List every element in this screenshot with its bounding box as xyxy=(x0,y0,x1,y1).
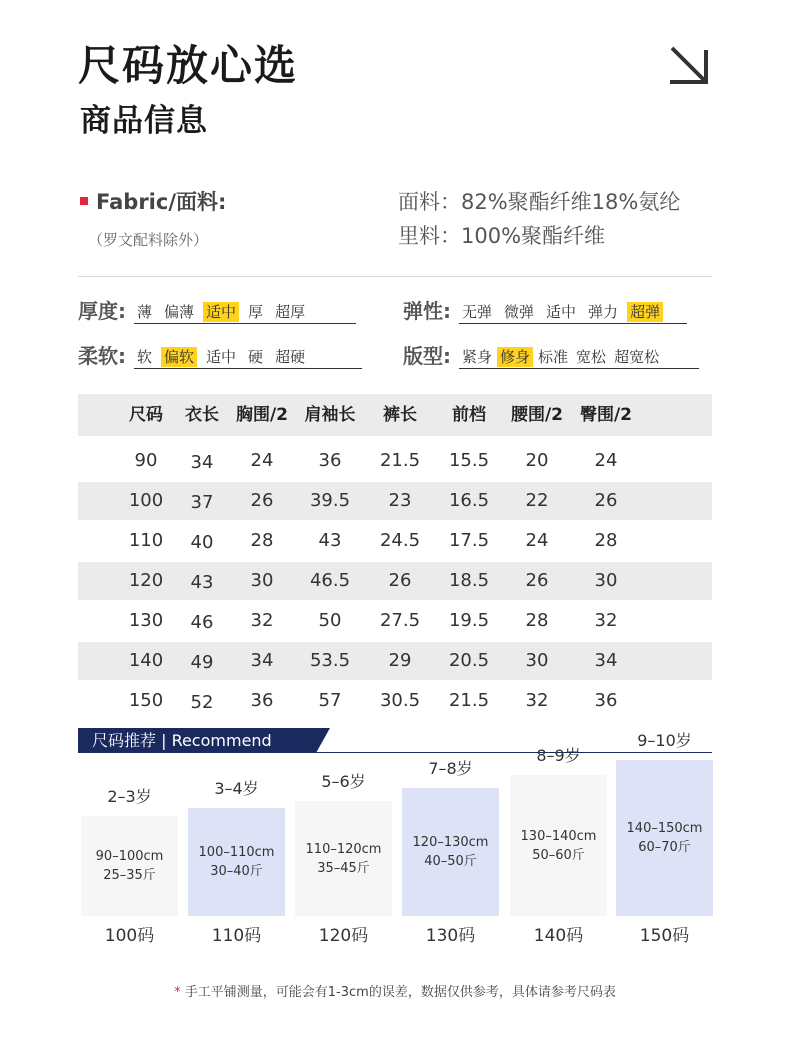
fabric-outer-material: 面料：82%聚酯纤维18%氨纶 xyxy=(398,190,681,214)
table-cell: 32 xyxy=(525,690,549,711)
table-cell: 43 xyxy=(318,530,342,551)
table-row xyxy=(78,562,712,600)
table-cell: 100 xyxy=(128,490,164,511)
attribute-label: 柔软: xyxy=(78,344,126,368)
recommend-size: 120码 xyxy=(318,926,369,946)
table-cell: 27.5 xyxy=(379,610,421,631)
attribute-label: 版型: xyxy=(403,344,451,368)
table-row xyxy=(78,682,712,720)
recommend-height: 120–130cm xyxy=(412,835,489,850)
table-cell: 24 xyxy=(250,450,274,471)
recommend-weight: 60–70斤 xyxy=(638,840,691,855)
table-cell: 36 xyxy=(318,450,342,471)
bullet-marker xyxy=(80,197,88,205)
attribute-option: 标准 xyxy=(538,348,569,366)
table-header-cell: 前档 xyxy=(452,405,486,425)
attribute-option: 适中 xyxy=(546,303,577,321)
table-cell: 30 xyxy=(594,570,618,591)
table-cell: 52 xyxy=(190,692,214,713)
recommend-age: 2–3岁 xyxy=(107,787,152,806)
fabric-note: （罗文配料除外） xyxy=(88,231,209,249)
table-row xyxy=(78,482,712,520)
recommend-card xyxy=(402,788,499,916)
footnote-star: * xyxy=(174,985,181,1000)
recommend-weight: 30–40斤 xyxy=(210,864,263,879)
table-header-cell: 尺码 xyxy=(129,405,163,425)
table-cell: 140 xyxy=(128,650,164,671)
attribute-options xyxy=(134,302,356,324)
table-cell: 50 xyxy=(318,610,342,631)
table-cell: 32 xyxy=(250,610,274,631)
table-cell: 29 xyxy=(388,650,412,671)
table-cell: 16.5 xyxy=(448,490,490,511)
table-cell: 90 xyxy=(134,450,158,471)
recommend-size: 110码 xyxy=(211,926,262,946)
table-cell: 28 xyxy=(594,530,618,551)
table-cell: 46 xyxy=(190,612,214,633)
table-cell: 23 xyxy=(388,490,412,511)
table-cell: 30 xyxy=(525,650,549,671)
table-cell: 26 xyxy=(250,490,274,511)
recommend-age: 9–10岁 xyxy=(637,731,692,750)
arrow-down-right-icon xyxy=(668,44,712,88)
table-cell: 26 xyxy=(594,490,618,511)
recommend-age: 5–6岁 xyxy=(321,772,366,791)
attribute-option: 紧身 xyxy=(462,348,493,366)
attribute-option-selected: 适中 xyxy=(203,302,239,322)
recommend-height: 140–150cm xyxy=(626,821,703,836)
table-cell: 24 xyxy=(525,530,549,551)
recommend-weight: 25–35斤 xyxy=(103,868,156,883)
table-cell: 36 xyxy=(250,690,274,711)
attribute-option: 超硬 xyxy=(275,348,306,366)
table-cell: 110 xyxy=(128,530,164,551)
table-cell: 15.5 xyxy=(448,450,490,471)
recommend-height: 110–120cm xyxy=(305,841,382,857)
table-cell: 57 xyxy=(318,690,342,711)
table-cell: 21.5 xyxy=(379,450,421,471)
recommend-weight: 50–60斤 xyxy=(532,847,585,863)
size-table-header xyxy=(78,394,712,436)
attribute-option: 偏薄 xyxy=(164,303,195,321)
table-row xyxy=(78,442,712,480)
table-cell: 20.5 xyxy=(448,650,490,671)
table-cell: 53.5 xyxy=(309,650,351,671)
footnote xyxy=(0,983,790,1003)
fabric-inner-material: 里料：100%聚酯纤维 xyxy=(398,224,606,248)
table-header-cell: 衣长 xyxy=(185,405,219,425)
table-header-cell: 胸围/2 xyxy=(235,405,289,425)
recommend-age: 8–9岁 xyxy=(536,746,581,765)
recommend-size: 140码 xyxy=(533,926,584,946)
attribute-option: 无弹 xyxy=(462,303,493,321)
table-cell: 20 xyxy=(525,450,549,471)
attribute-option: 厚 xyxy=(248,303,264,321)
recommend-card xyxy=(81,816,178,916)
recommend-size: 130码 xyxy=(425,926,476,946)
attribute-softness xyxy=(78,343,362,369)
recommend-weight: 40–50斤 xyxy=(424,854,477,869)
attribute-options xyxy=(459,302,687,324)
table-cell: 24.5 xyxy=(379,530,421,551)
section-title: 商品信息 xyxy=(80,103,208,139)
table-cell: 26 xyxy=(388,570,412,591)
recommend-height: 90–100cm xyxy=(95,849,164,864)
table-cell: 39.5 xyxy=(309,490,351,511)
attribute-label: 厚度: xyxy=(78,299,126,323)
table-cell: 28 xyxy=(250,530,274,551)
table-cell: 49 xyxy=(190,652,214,673)
attribute-options xyxy=(459,347,699,369)
attribute-label: 弹性: xyxy=(403,299,451,323)
recommend-card xyxy=(295,801,392,916)
attribute-option: 微弹 xyxy=(504,303,535,321)
fabric-label: Fabric/面料: xyxy=(96,190,227,214)
attribute-elasticity xyxy=(403,298,687,324)
table-cell: 120 xyxy=(128,570,164,591)
recommend-card xyxy=(510,775,607,916)
page-title: 尺码放心选 xyxy=(78,41,299,90)
table-row xyxy=(78,522,712,560)
table-cell: 22 xyxy=(525,490,549,511)
attribute-fit xyxy=(403,343,699,369)
attribute-thickness xyxy=(78,298,356,324)
table-row xyxy=(78,642,712,680)
table-header-cell: 裤长 xyxy=(383,405,417,425)
table-cell: 17.5 xyxy=(448,530,490,551)
divider xyxy=(78,276,712,277)
table-cell: 26 xyxy=(525,570,549,591)
table-cell: 21.5 xyxy=(448,690,490,711)
table-cell: 32 xyxy=(594,610,618,631)
table-cell: 30 xyxy=(250,570,274,591)
table-cell: 30.5 xyxy=(379,690,421,711)
table-cell: 19.5 xyxy=(448,610,490,631)
table-cell: 24 xyxy=(594,450,618,471)
recommend-card xyxy=(616,760,713,916)
table-cell: 28 xyxy=(525,610,549,631)
recommend-underline xyxy=(78,752,712,753)
table-cell: 130 xyxy=(128,610,164,631)
table-cell: 18.5 xyxy=(448,570,490,591)
attribute-option: 适中 xyxy=(206,348,237,366)
attribute-option: 宽松 xyxy=(576,348,607,366)
attribute-option: 薄 xyxy=(137,303,153,321)
table-cell: 37 xyxy=(190,492,214,513)
attribute-option-selected: 偏软 xyxy=(161,347,197,367)
attribute-option: 软 xyxy=(137,348,153,366)
recommend-age: 7–8岁 xyxy=(428,759,473,778)
table-cell: 34 xyxy=(190,452,214,473)
attribute-option-selected: 超弹 xyxy=(627,302,663,322)
attribute-options xyxy=(134,347,362,369)
table-row xyxy=(78,602,712,640)
attribute-option: 超宽松 xyxy=(614,348,660,366)
table-cell: 43 xyxy=(190,572,214,593)
table-header-cell: 肩袖长 xyxy=(304,405,356,425)
footnote-text: 手工平铺测量，可能会有1-3cm的误差，数据仅供参考，具体请参考尺码表 xyxy=(180,985,616,1000)
recommend-height: 130–140cm xyxy=(520,828,597,844)
attribute-option: 超厚 xyxy=(275,303,306,321)
attribute-option-selected: 修身 xyxy=(497,347,533,367)
attribute-option: 硬 xyxy=(248,348,264,366)
table-cell: 150 xyxy=(128,690,164,711)
recommend-size: 100码 xyxy=(104,926,155,946)
table-cell: 34 xyxy=(594,650,618,671)
recommend-size: 150码 xyxy=(639,926,690,946)
recommend-label: 尺码推荐 | Recommend xyxy=(92,731,272,750)
recommend-card xyxy=(188,808,285,916)
table-cell: 36 xyxy=(594,690,618,711)
recommend-age: 3–4岁 xyxy=(214,779,259,798)
attribute-option: 弹力 xyxy=(588,303,619,321)
recommend-height: 100–110cm xyxy=(198,845,275,860)
table-header-cell: 腰围/2 xyxy=(510,405,564,425)
table-cell: 34 xyxy=(250,650,274,671)
recommend-weight: 35–45斤 xyxy=(317,860,370,876)
table-header-cell: 臀围/2 xyxy=(579,405,633,425)
table-cell: 46.5 xyxy=(309,570,351,591)
table-cell: 40 xyxy=(190,532,214,553)
